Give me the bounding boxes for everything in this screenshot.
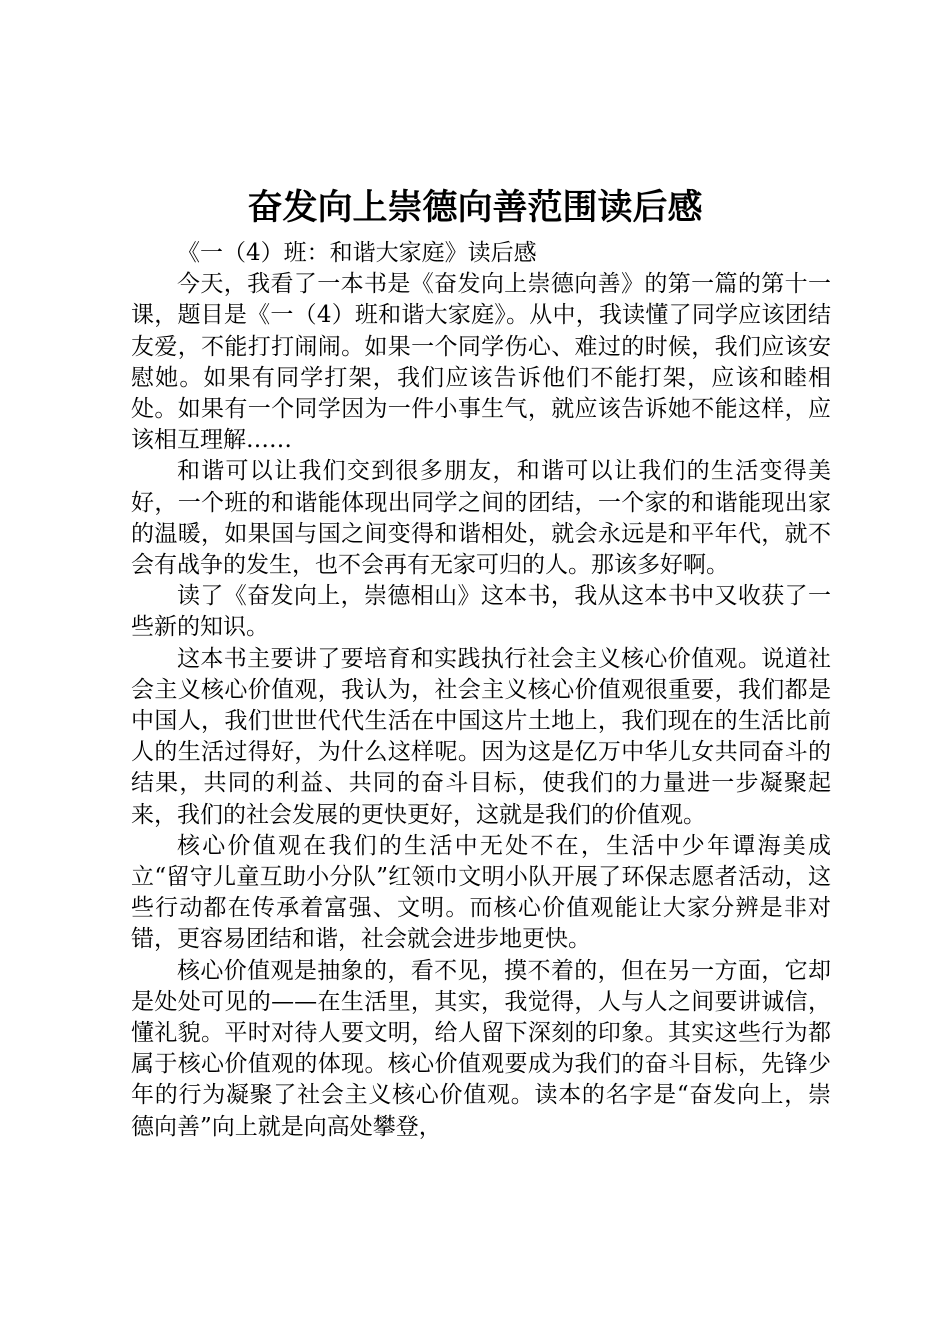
document-body [131,238,831,1143]
paragraph-subtitle: 《一（4）班：和谐大家庭》读后感 [177,240,537,266]
paragraph: 和谐可以让我们交到很多朋友，和谐可以让我们的生活变得美好，一个班的和谐能体现出同学之间的团结，一个家的和谐能现出家的温暖，如果国与国之间变得和谐相处，就会永远是和平年代，就不会有战争的发生，也不会再有无家可归的人。那该多好啊。 [131,458,831,579]
paragraph: 核心价值观在我们的生活中无处不在，生活中少年谭海美成立“留守儿童互助小分队”红领巾文明小队开展了环保志愿者活动，这些行动都在传承着富强、文明。而核心价值观能让大家分辨是非对错，更容易团结和谐，社会就会进步地更快。 [131,832,831,953]
paragraph: 核心价值观是抽象的，看不见，摸不着的，但在另一方面，它却是处处可见的——在生活里，其实，我觉得，人与人之间要讲诚信，懂礼貌。平时对待人要文明，给人留下深刻的印象。其实这些行为都属于核心价值观的体现。核心价值观要成为我们的奋斗目标，先锋少年的行为凝聚了社会主义核心价值观。读本的名字是“奋发向上，崇德向善”向上就是向高处攀登， [131,957,831,1140]
paragraph: 今天，我看了一本书是《奋发向上崇德向善》的第一篇的第十一课，题目是《一（4）班和谐大家庭》。从中，我读懂了同学应该团结友爱，不能打打闹闹。如果一个同学伤心、难过的时候，我们应该安慰她。如果有同学打架，我们应该告诉他们不能打架，应该和睦相处。如果有一个同学因为一件小事生气，就应该告诉她不能这样，应该相互理解…… [131,271,831,454]
paragraph: 读了《奋发向上，崇德相山》这本书，我从这本书中又收获了一些新的知识。 [131,583,831,641]
paragraph: 这本书主要讲了要培育和实践执行社会主义核心价值观。说道社会主义核心价值观，我认为，社会主义核心价值观很重要，我们都是中国人，我们世世代代生活在中国这片土地上，我们现在的生活比前人的生活过得好，为什么这样呢。因为这是亿万中华儿女共同奋斗的结果，共同的利益、共同的奋斗目标，使我们的力量进一步凝聚起来，我们的社会发展的更快更好，这就是我们的价值观。 [131,645,831,828]
document-title: 奋发向上崇德向善范围读后感 [247,187,703,228]
